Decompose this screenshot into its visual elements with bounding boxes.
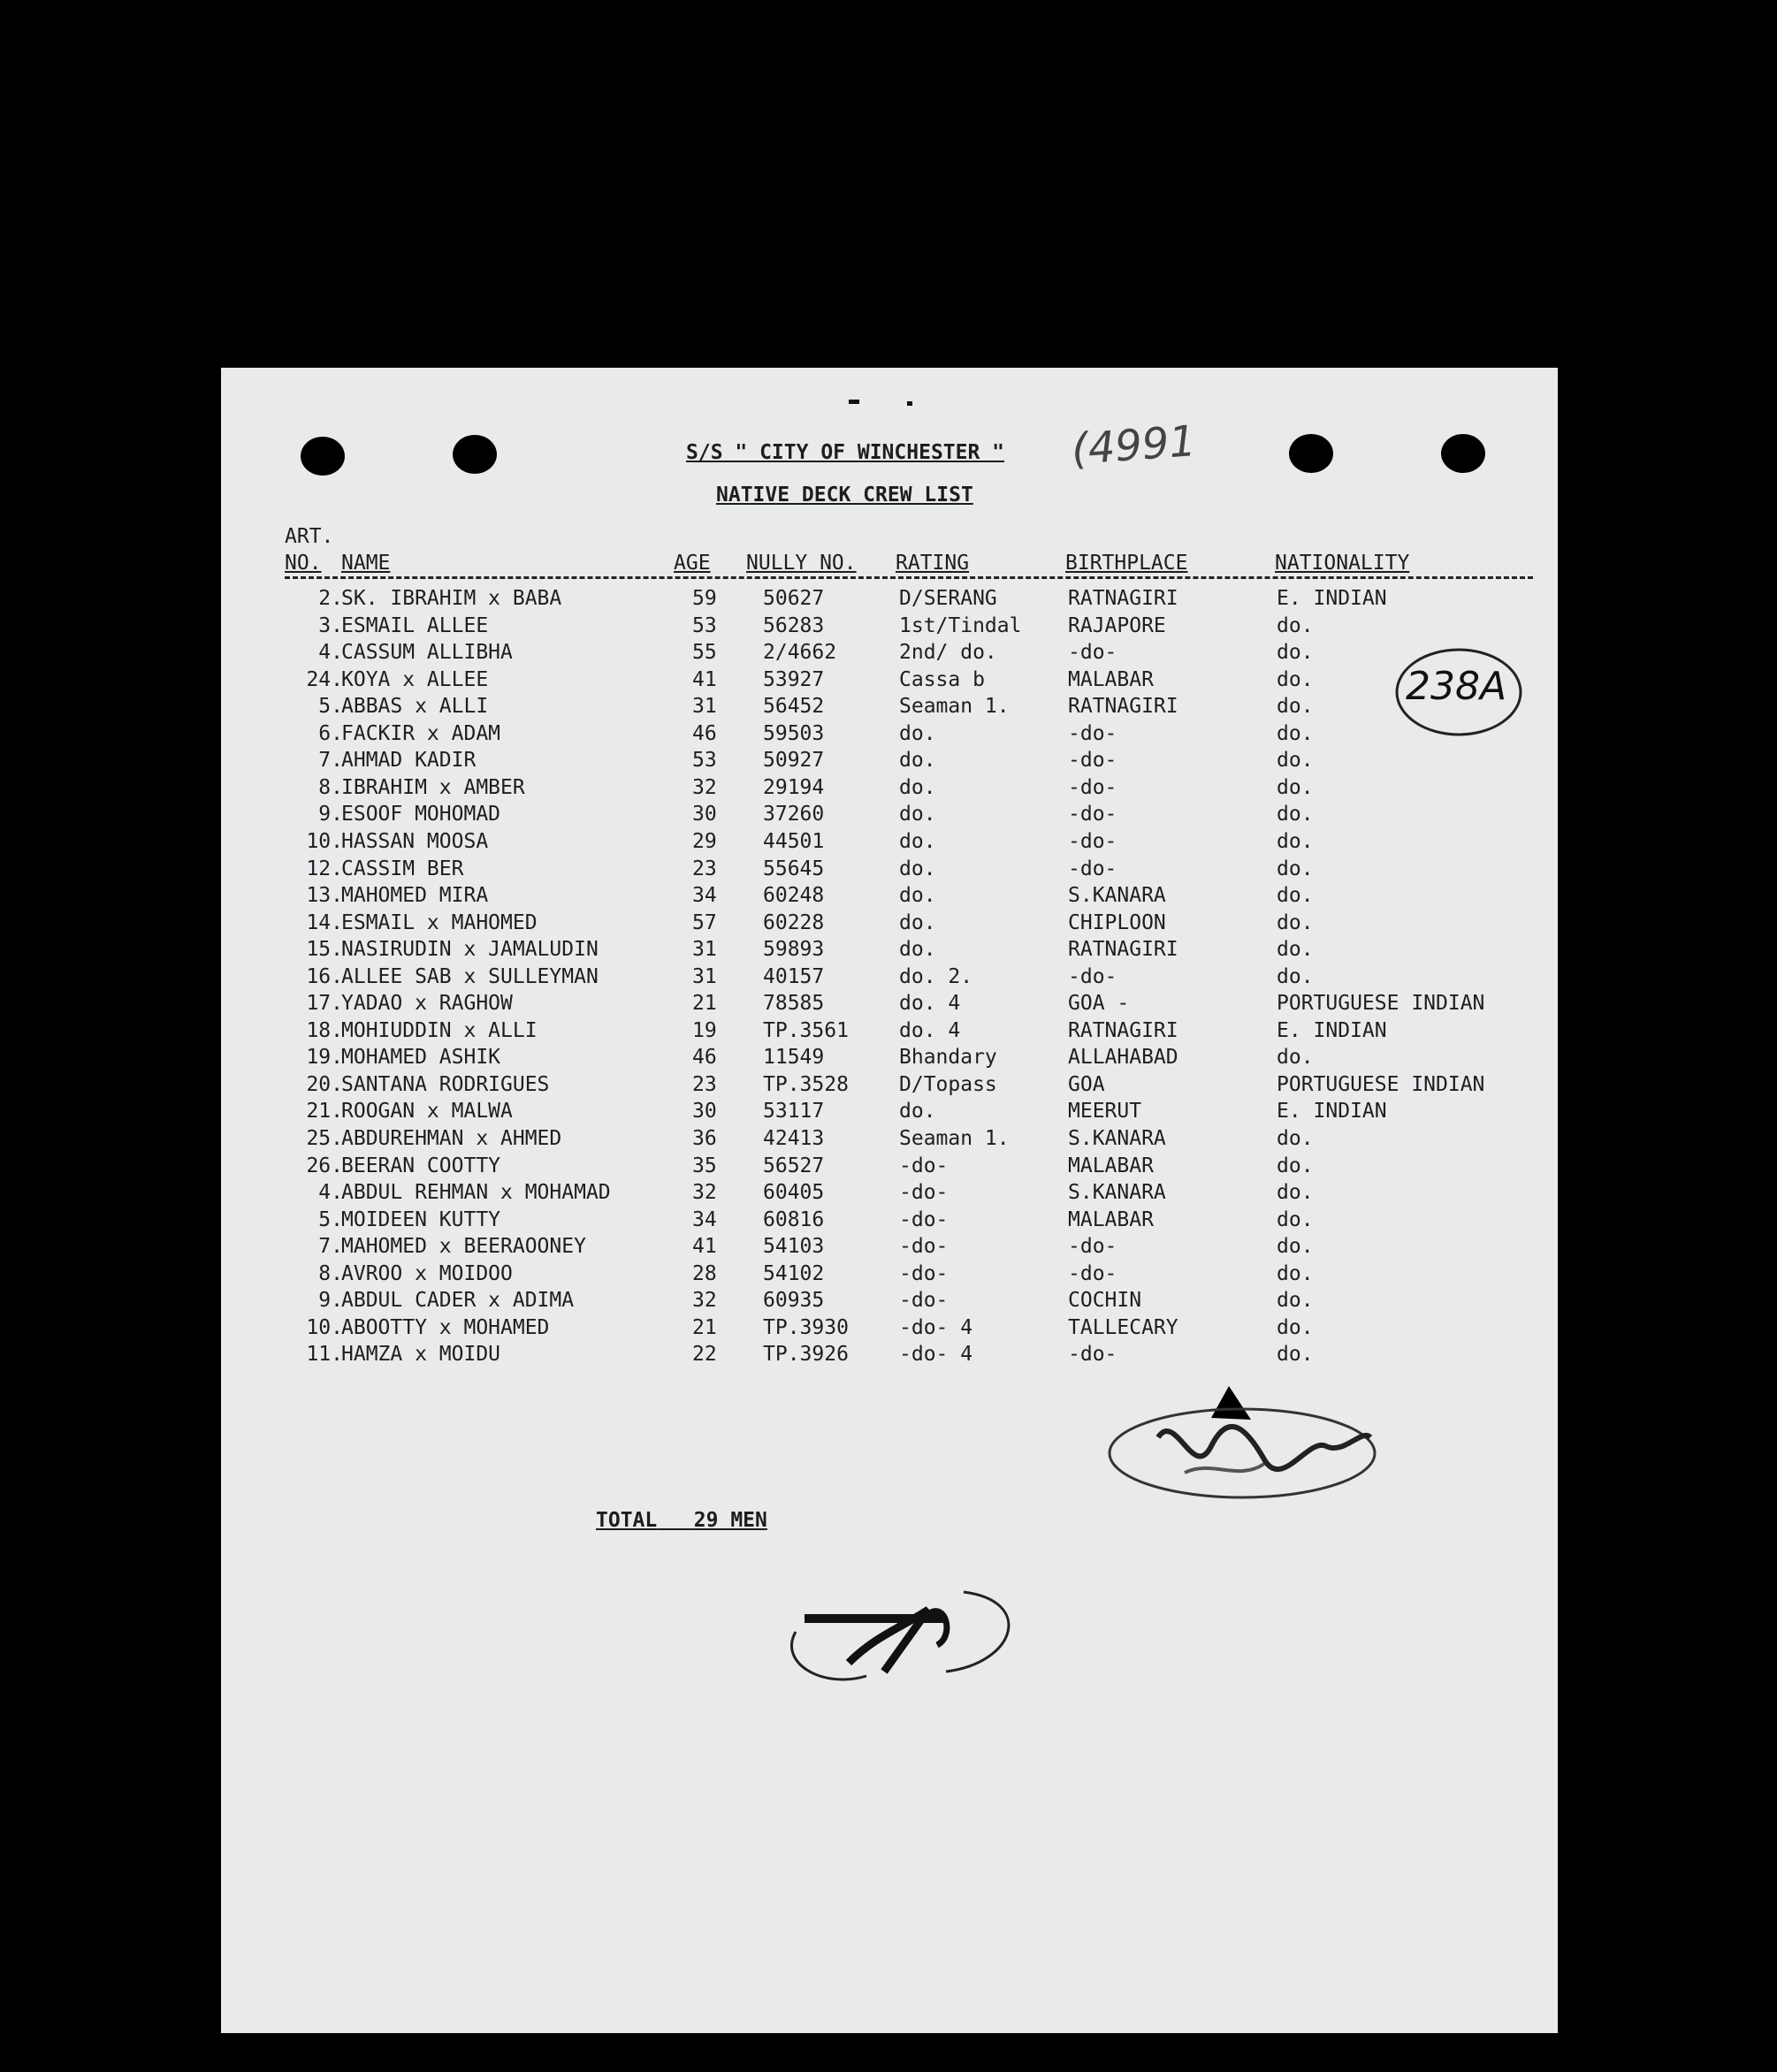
crew-rating: do. 2.: [899, 964, 973, 988]
table-row: [221, 1100, 1558, 1126]
table-row: [221, 830, 1558, 857]
crew-nully-no: TP.3528: [763, 1072, 849, 1096]
crew-number: 18.: [306, 1018, 343, 1042]
crew-number: 7.: [318, 1235, 343, 1259]
crew-number: 26.: [306, 1154, 343, 1177]
crew-rating: 1st/Tindal: [899, 613, 1022, 637]
crew-number: 10.: [306, 829, 343, 853]
table-row: [221, 884, 1558, 910]
crew-nationality: do.: [1277, 1289, 1314, 1313]
crew-nationality: do.: [1277, 803, 1314, 827]
crew-rating: -do-: [899, 1154, 949, 1177]
crew-birthplace: -do-: [1068, 749, 1117, 773]
crew-nully-no: 53927: [763, 667, 825, 691]
crew-number: 10.: [306, 1315, 343, 1339]
crew-nully-no: 56283: [763, 613, 825, 637]
crew-birthplace: RAJAPORE: [1068, 613, 1166, 637]
header-birthplace: BIRTHPLACE: [1065, 552, 1188, 575]
crew-birthplace: -do-: [1068, 964, 1117, 988]
crew-age: 53: [692, 613, 717, 637]
crew-nully-no: 44501: [763, 829, 825, 853]
crew-nationality: do.: [1277, 1315, 1314, 1339]
crew-birthplace: GOA: [1068, 1072, 1105, 1096]
crew-nully-no: 60405: [763, 1181, 825, 1205]
table-row: [221, 614, 1558, 641]
crew-age: 41: [692, 1235, 717, 1259]
crew-nationality: do.: [1277, 1235, 1314, 1259]
crew-number: 4.: [318, 1181, 343, 1205]
crew-nully-no: 60248: [763, 884, 825, 908]
document-subtitle: NATIVE DECK CREW LIST: [716, 484, 973, 507]
top-dot-mark: [907, 401, 912, 406]
crew-name: ALLEE SAB x SULLEYMAN: [341, 964, 599, 988]
header-name: NAME: [341, 552, 391, 575]
table-row: [221, 668, 1558, 695]
crew-name: MAHOMED x BEERAOONEY: [341, 1235, 586, 1259]
crew-nationality: do.: [1277, 938, 1314, 962]
crew-name: CASSUM ALLIBHA: [341, 641, 513, 665]
crew-birthplace: -do-: [1068, 775, 1117, 799]
top-dash-mark: [849, 400, 859, 404]
crew-nully-no: 56527: [763, 1154, 825, 1177]
punch-hole-3: [1289, 434, 1333, 473]
crew-birthplace: RATNAGIRI: [1068, 1018, 1178, 1042]
crew-birthplace: -do-: [1068, 829, 1117, 853]
table-row: [221, 1019, 1558, 1046]
total-line: [596, 1509, 767, 1532]
crew-name: AVROO x MOIDOO: [341, 1261, 513, 1285]
crew-birthplace: ALLAHABAD: [1068, 1046, 1178, 1070]
crew-age: 41: [692, 667, 717, 691]
crew-nationality: do.: [1277, 721, 1314, 745]
crew-age: 35: [692, 1154, 717, 1177]
header-nationality: NATIONALITY: [1275, 552, 1410, 575]
crew-rating: do.: [899, 884, 936, 908]
table-row: [221, 1127, 1558, 1154]
crew-age: 32: [692, 775, 717, 799]
crew-name: MAHOMED MIRA: [341, 884, 489, 908]
crew-birthplace: -do-: [1068, 857, 1117, 880]
crew-age: 30: [692, 1100, 717, 1124]
crew-age: 46: [692, 1046, 717, 1070]
crew-name: BEERAN COOTTY: [341, 1154, 501, 1177]
crew-birthplace: COCHIN: [1068, 1289, 1142, 1313]
crew-number: 9.: [318, 1289, 343, 1313]
table-row: [221, 1046, 1558, 1072]
crew-rating: Seaman 1.: [899, 1127, 1010, 1150]
crew-birthplace: -do-: [1068, 803, 1117, 827]
crew-number: 2.: [318, 587, 343, 610]
crew-name: IBRAHIM x AMBER: [341, 775, 525, 799]
crew-nully-no: 40157: [763, 964, 825, 988]
crew-age: 57: [692, 910, 717, 934]
crew-nationality: do.: [1277, 1207, 1314, 1231]
crew-nationality: do.: [1277, 1046, 1314, 1070]
crew-rating: -do-: [899, 1235, 949, 1259]
crew-birthplace: GOA -: [1068, 992, 1130, 1016]
punch-hole-1: [301, 437, 345, 476]
crew-rating: do.: [899, 910, 936, 934]
crew-birthplace: RATNAGIRI: [1068, 587, 1178, 610]
crew-age: 34: [692, 884, 717, 908]
crew-nationality: do.: [1277, 1181, 1314, 1205]
crew-nully-no: 60816: [763, 1207, 825, 1231]
crew-rating: Bhandary: [899, 1046, 997, 1070]
crew-nationality: do.: [1277, 613, 1314, 637]
crew-rating: do. 4: [899, 1018, 961, 1042]
table-row: [221, 776, 1558, 803]
crew-birthplace: RATNAGIRI: [1068, 938, 1178, 962]
crew-nationality: do.: [1277, 829, 1314, 853]
crew-birthplace: -do-: [1068, 1261, 1117, 1285]
crew-number: 24.: [306, 667, 343, 691]
crew-name: ABBAS x ALLI: [341, 695, 489, 719]
table-row: [221, 1208, 1558, 1235]
crew-nationality: do.: [1277, 1343, 1314, 1367]
table-row: [221, 1154, 1558, 1181]
table-row: [221, 1343, 1558, 1369]
table-row: [221, 1316, 1558, 1343]
crew-age: 59: [692, 587, 717, 610]
crew-birthplace: S.KANARA: [1068, 1181, 1166, 1205]
punch-hole-2: [453, 435, 497, 474]
table-row: [221, 857, 1558, 884]
crew-number: 7.: [318, 749, 343, 773]
crew-rating: -do- 4: [899, 1315, 973, 1339]
crew-number: 3.: [318, 613, 343, 637]
punch-hole-4: [1441, 434, 1485, 473]
crew-rating: -do- 4: [899, 1343, 973, 1367]
crew-age: 28: [692, 1261, 717, 1285]
crew-rating: do.: [899, 857, 936, 880]
crew-nully-no: 37260: [763, 803, 825, 827]
crew-name: ABDUL CADER x ADIMA: [341, 1289, 575, 1313]
crew-name: HASSAN MOOSA: [341, 829, 489, 853]
crew-nationality: E. INDIAN: [1277, 1100, 1387, 1124]
crew-nully-no: TP.3930: [763, 1315, 849, 1339]
crew-number: 25.: [306, 1127, 343, 1150]
crew-nationality: do.: [1277, 1154, 1314, 1177]
crew-name: ABDUL REHMAN x MOHAMAD: [341, 1181, 611, 1205]
crew-age: 23: [692, 1072, 717, 1096]
table-row: [221, 1181, 1558, 1207]
crew-nationality: do.: [1277, 667, 1314, 691]
crew-rating: Seaman 1.: [899, 695, 1010, 719]
circled-number: 238A: [1406, 664, 1507, 709]
crew-nully-no: 78585: [763, 992, 825, 1016]
crew-nationality: do.: [1277, 1261, 1314, 1285]
crew-rating: do.: [899, 1100, 936, 1124]
crew-number: 12.: [306, 857, 343, 880]
crew-rating: -do-: [899, 1289, 949, 1313]
crew-nully-no: 60228: [763, 910, 825, 934]
table-row: [221, 992, 1558, 1018]
crew-birthplace: TALLECARY: [1068, 1315, 1178, 1339]
crew-age: 55: [692, 641, 717, 665]
table-row: [221, 1262, 1558, 1289]
crew-rating: -do-: [899, 1181, 949, 1205]
crew-name: CASSIM BER: [341, 857, 464, 880]
crew-number: 16.: [306, 964, 343, 988]
table-row: [221, 803, 1558, 829]
crew-number: 4.: [318, 641, 343, 665]
table-row: [221, 938, 1558, 964]
crew-birthplace: -do-: [1068, 641, 1117, 665]
crew-rating: do.: [899, 775, 936, 799]
signature-scribble-1: [1096, 1375, 1397, 1508]
crew-number: 6.: [318, 721, 343, 745]
crew-name: YADAO x RAGHOW: [341, 992, 513, 1016]
crew-rating: -do-: [899, 1207, 949, 1231]
crew-rating: D/Topass: [899, 1072, 997, 1096]
crew-birthplace: -do-: [1068, 1343, 1117, 1367]
crew-name: ESMAIL x MAHOMED: [341, 910, 538, 934]
crew-nully-no: 54102: [763, 1261, 825, 1285]
crew-age: 29: [692, 829, 717, 853]
crew-number: 21.: [306, 1100, 343, 1124]
crew-birthplace: MALABAR: [1068, 1154, 1154, 1177]
crew-age: 31: [692, 938, 717, 962]
header-rating: RATING: [896, 552, 970, 575]
crew-name: HAMZA x MOIDU: [341, 1343, 501, 1367]
crew-rating: Cassa b: [899, 667, 985, 691]
crew-nully-no: 59503: [763, 721, 825, 745]
table-row: [221, 722, 1558, 749]
crew-nully-no: 56452: [763, 695, 825, 719]
document-title: S/S " CITY OF WINCHESTER ": [686, 441, 1005, 464]
crew-name: FACKIR x ADAM: [341, 721, 501, 745]
crew-rating: do.: [899, 829, 936, 853]
crew-number: 19.: [306, 1046, 343, 1070]
crew-name: KOYA x ALLEE: [341, 667, 489, 691]
crew-age: 36: [692, 1127, 717, 1150]
header-art: ART.: [285, 525, 334, 548]
crew-nully-no: TP.3561: [763, 1018, 849, 1042]
crew-rating: do. 4: [899, 992, 961, 1016]
crew-nully-no: 53117: [763, 1100, 825, 1124]
crew-nationality: do.: [1277, 964, 1314, 988]
crew-birthplace: -do-: [1068, 1235, 1117, 1259]
crew-nully-no: 59893: [763, 938, 825, 962]
table-row: [221, 641, 1558, 667]
crew-age: 30: [692, 803, 717, 827]
crew-age: 19: [692, 1018, 717, 1042]
crew-name: ESOOF MOHOMAD: [341, 803, 501, 827]
crew-age: 32: [692, 1289, 717, 1313]
crew-name: MOHIUDDIN x ALLI: [341, 1018, 538, 1042]
table-row: [221, 965, 1558, 992]
table-row: [221, 1073, 1558, 1100]
crew-number: 13.: [306, 884, 343, 908]
table-row: [221, 695, 1558, 721]
total-value: 29 MEN: [693, 1509, 767, 1532]
crew-nully-no: 50627: [763, 587, 825, 610]
crew-age: 32: [692, 1181, 717, 1205]
crew-nully-no: 42413: [763, 1127, 825, 1150]
crew-name: ABDUREHMAN x AHMED: [341, 1127, 562, 1150]
table-row: [221, 1289, 1558, 1315]
crew-age: 31: [692, 695, 717, 719]
crew-age: 34: [692, 1207, 717, 1231]
crew-number: 5.: [318, 695, 343, 719]
crew-name: AHMAD KADIR: [341, 749, 477, 773]
crew-name: MOIDEEN KUTTY: [341, 1207, 501, 1231]
crew-rating: do.: [899, 938, 936, 962]
crew-number: 20.: [306, 1072, 343, 1096]
table-row: [221, 587, 1558, 613]
header-age: AGE: [674, 552, 711, 575]
crew-nationality: do.: [1277, 857, 1314, 880]
table-row: [221, 749, 1558, 775]
crew-age: 21: [692, 1315, 717, 1339]
crew-nationality: E. INDIAN: [1277, 1018, 1387, 1042]
crew-nully-no: 60935: [763, 1289, 825, 1313]
crew-birthplace: -do-: [1068, 721, 1117, 745]
crew-rating: do.: [899, 749, 936, 773]
crew-birthplace: MALABAR: [1068, 667, 1154, 691]
crew-number: 8.: [318, 775, 343, 799]
signature-scribble-2: [769, 1565, 1034, 1698]
crew-name: MOHAMED ASHIK: [341, 1046, 501, 1070]
crew-name: ABOOTTY x MOHAMED: [341, 1315, 550, 1339]
stamp-number: (4991: [1070, 416, 1198, 475]
crew-nully-no: 11549: [763, 1046, 825, 1070]
crew-rating: 2nd/ do.: [899, 641, 997, 665]
crew-number: 11.: [306, 1343, 343, 1367]
table-row: [221, 911, 1558, 938]
document-page: [221, 368, 1558, 2033]
crew-nationality: do.: [1277, 910, 1314, 934]
crew-age: 31: [692, 964, 717, 988]
total-label: TOTAL: [596, 1509, 658, 1532]
crew-age: 53: [692, 749, 717, 773]
crew-birthplace: S.KANARA: [1068, 1127, 1166, 1150]
header-nully-no: NULLY NO.: [746, 552, 857, 575]
crew-nationality: do.: [1277, 1127, 1314, 1150]
crew-rating: D/SERANG: [899, 587, 997, 610]
crew-number: 14.: [306, 910, 343, 934]
crew-number: 8.: [318, 1261, 343, 1285]
crew-nully-no: 50927: [763, 749, 825, 773]
crew-nully-no: 54103: [763, 1235, 825, 1259]
crew-number: 17.: [306, 992, 343, 1016]
crew-birthplace: RATNAGIRI: [1068, 695, 1178, 719]
crew-birthplace: MALABAR: [1068, 1207, 1154, 1231]
crew-number: 9.: [318, 803, 343, 827]
crew-number: 5.: [318, 1207, 343, 1231]
crew-name: SANTANA RODRIGUES: [341, 1072, 550, 1096]
crew-nationality: PORTUGUESE INDIAN: [1277, 992, 1485, 1016]
crew-name: NASIRUDIN x JAMALUDIN: [341, 938, 599, 962]
crew-name: ESMAIL ALLEE: [341, 613, 489, 637]
header-no: NO.: [285, 552, 322, 575]
crew-name: SK. IBRAHIM x BABA: [341, 587, 562, 610]
crew-nationality: do.: [1277, 749, 1314, 773]
crew-rating: do.: [899, 803, 936, 827]
crew-nully-no: 29194: [763, 775, 825, 799]
crew-number: 15.: [306, 938, 343, 962]
crew-age: 21: [692, 992, 717, 1016]
crew-name: ROOGAN x MALWA: [341, 1100, 513, 1124]
crew-nully-no: 2/4662: [763, 641, 837, 665]
crew-age: 46: [692, 721, 717, 745]
crew-nationality: E. INDIAN: [1277, 587, 1387, 610]
crew-rating: do.: [899, 721, 936, 745]
crew-nationality: do.: [1277, 641, 1314, 665]
crew-nationality: do.: [1277, 695, 1314, 719]
crew-age: 22: [692, 1343, 717, 1367]
crew-birthplace: MEERUT: [1068, 1100, 1142, 1124]
crew-nully-no: TP.3926: [763, 1343, 849, 1367]
crew-birthplace: S.KANARA: [1068, 884, 1166, 908]
crew-rating: -do-: [899, 1261, 949, 1285]
crew-age: 23: [692, 857, 717, 880]
header-rule: [285, 576, 1533, 579]
table-row: [221, 1235, 1558, 1261]
crew-nully-no: 55645: [763, 857, 825, 880]
crew-nationality: do.: [1277, 884, 1314, 908]
crew-birthplace: CHIPLOON: [1068, 910, 1166, 934]
crew-nationality: do.: [1277, 775, 1314, 799]
crew-nationality: PORTUGUESE INDIAN: [1277, 1072, 1485, 1096]
